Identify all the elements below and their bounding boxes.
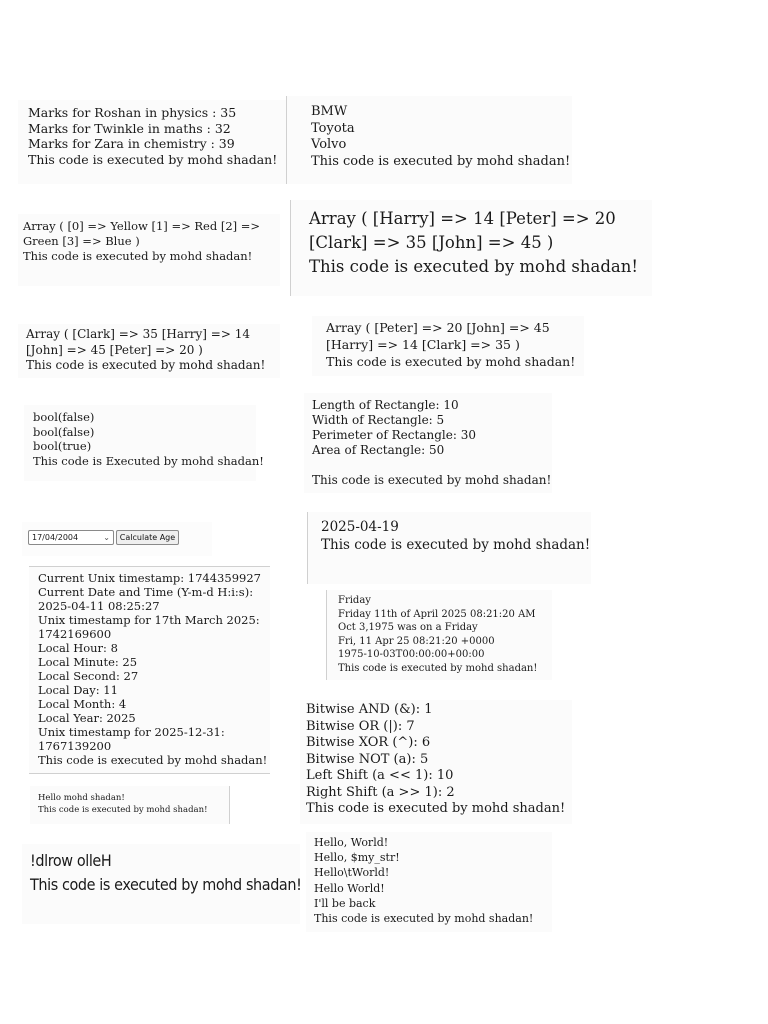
strings-output bbox=[306, 832, 552, 932]
output-line: This code is Executed by mohd shadan! bbox=[33, 453, 264, 468]
output-line: Hello, World! bbox=[314, 836, 389, 849]
bitwise-output bbox=[300, 700, 572, 824]
output-line: This code is executed by mohd shadan! bbox=[311, 153, 571, 169]
output-line: Unix timestamp for 2025-12-31: bbox=[38, 725, 225, 739]
output-line: Left Shift (a << 1): 10 bbox=[306, 768, 454, 783]
date-formats-output bbox=[326, 590, 552, 680]
output-line: This code is executed by mohd shadan! bbox=[321, 536, 591, 553]
output-line: Length of Rectangle: 10 bbox=[312, 398, 459, 412]
output-line: [Harry] => 14 [Clark] => 35 ) bbox=[326, 337, 520, 352]
output-line: bool(false) bbox=[33, 424, 95, 439]
output-line: Local Year: 2025 bbox=[38, 711, 136, 725]
ages-array-output bbox=[290, 200, 652, 296]
ages-sorted-key-output bbox=[18, 324, 280, 378]
output-line: Local Day: 11 bbox=[38, 683, 118, 697]
output-line: Bitwise XOR (^): 6 bbox=[306, 735, 431, 750]
output-line: Volvo bbox=[311, 137, 347, 152]
timestamps-output bbox=[29, 566, 270, 774]
output-line: This code is executed by mohd shadan! bbox=[28, 151, 278, 167]
date-select-value: 17/04/2004 bbox=[32, 533, 79, 542]
output-line: Hello\tWorld! bbox=[314, 866, 390, 880]
output-line: bool(false) bbox=[33, 410, 95, 424]
output-line: Array ( [0] => Yellow [1] => Red [2] => bbox=[23, 219, 261, 233]
date-result-output bbox=[307, 512, 591, 584]
output-line: This code is executed by mohd shadan! bbox=[23, 249, 253, 263]
chevron-down-icon: ⌄ bbox=[103, 533, 110, 542]
rectangle-output bbox=[304, 393, 552, 493]
colors-array-output bbox=[18, 214, 280, 286]
output-line: 1742169600 bbox=[38, 627, 112, 641]
output-line: This code is executed by mohd shadan! bbox=[312, 473, 552, 487]
output-line: This code is executed by mohd shadan! bbox=[306, 801, 566, 816]
calculate-age-button[interactable]: Calculate Age bbox=[116, 530, 179, 545]
output-line: BMW bbox=[311, 104, 348, 119]
ages-sorted-value-output bbox=[312, 316, 584, 376]
output-line: Right Shift (a >> 1): 2 bbox=[306, 784, 455, 800]
output-line: Toyota bbox=[311, 120, 355, 136]
output-line: This code is executed by mohd shadan! bbox=[38, 805, 208, 815]
hello-output bbox=[30, 786, 230, 824]
output-line: Hello, $my_str! bbox=[314, 851, 400, 865]
output-line: 2025-04-19 bbox=[321, 519, 399, 535]
output-line: Oct 3,1975 was on a Friday bbox=[338, 622, 478, 633]
output-line: Bitwise AND (&): 1 bbox=[306, 702, 433, 717]
output-line: This code is executed by mohd shadan! bbox=[338, 662, 538, 674]
output-line: Array ( [Harry] => 14 [Peter] => 20 bbox=[309, 209, 616, 228]
output-line: 1975-10-03T00:00:00+00:00 bbox=[338, 649, 485, 660]
output-line: Current Date and Time (Y-m-d H:i:s): bbox=[38, 585, 254, 599]
output-line: This code is executed by mohd shadan! bbox=[38, 753, 268, 767]
output-line: This code is executed by mohd shadan! bbox=[314, 912, 534, 926]
output-line: Local Minute: 25 bbox=[38, 655, 138, 669]
date-select[interactable] bbox=[28, 530, 114, 545]
output-line: This code is executed by mohd shadan! bbox=[309, 257, 638, 276]
output-line: I'll be back bbox=[314, 896, 376, 910]
output-line: This code is executed by mohd shadan! bbox=[326, 354, 576, 369]
output-line: This code is executed by mohd shadan! bbox=[30, 875, 302, 894]
output-line: Fri, 11 Apr 25 08:21:20 +0000 bbox=[338, 635, 495, 647]
cars-output bbox=[286, 96, 572, 184]
output-line: Bitwise OR (|): 7 bbox=[306, 718, 415, 734]
output-line: bool(true) bbox=[33, 439, 92, 453]
output-line: Bitwise NOT (a): 5 bbox=[306, 751, 429, 767]
output-line: Perimeter of Rectangle: 30 bbox=[312, 428, 476, 442]
output-line: Hello mohd shadan! bbox=[38, 793, 125, 803]
output-line: Array ( [Peter] => 20 [John] => 45 bbox=[326, 320, 550, 335]
output-line: Green [3] => Blue ) bbox=[23, 234, 140, 248]
output-line: !dlrow olleH bbox=[30, 851, 112, 870]
output-line: Array ( [Clark] => 35 [Harry] => 14 bbox=[26, 327, 250, 341]
output-line: Friday bbox=[338, 595, 371, 606]
output-line: Unix timestamp for 17th March 2025: bbox=[38, 613, 260, 627]
output-line: Local Hour: 8 bbox=[38, 641, 118, 655]
output-line: This code is executed by mohd shadan! bbox=[26, 358, 266, 372]
output-line: Area of Rectangle: 50 bbox=[312, 443, 445, 457]
output-line: 1767139200 bbox=[38, 739, 112, 753]
output-line: Current Unix timestamp: 1744359927 bbox=[38, 571, 261, 585]
output-line: Friday 11th of April 2025 08:21:20 AM bbox=[338, 608, 536, 620]
output-line: Local Second: 27 bbox=[38, 669, 139, 683]
output-line: 2025-04-11 08:25:27 bbox=[38, 599, 160, 613]
output-line: Marks for Roshan in physics : 35 bbox=[28, 105, 237, 120]
output-line: Local Month: 4 bbox=[38, 697, 127, 711]
marks-output bbox=[18, 100, 286, 184]
reverse-string-output bbox=[22, 844, 300, 924]
output-line: Marks for Zara in chemistry : 39 bbox=[28, 136, 235, 151]
output-line: Hello World! bbox=[314, 881, 385, 895]
output-line: [Clark] => 35 [John] => 45 ) bbox=[309, 233, 554, 252]
output-line: Width of Rectangle: 5 bbox=[312, 413, 445, 427]
bool-output bbox=[24, 405, 264, 481]
output-line: Marks for Twinkle in maths : 32 bbox=[28, 120, 231, 136]
output-line: [John] => 45 [Peter] => 20 ) bbox=[26, 342, 203, 357]
